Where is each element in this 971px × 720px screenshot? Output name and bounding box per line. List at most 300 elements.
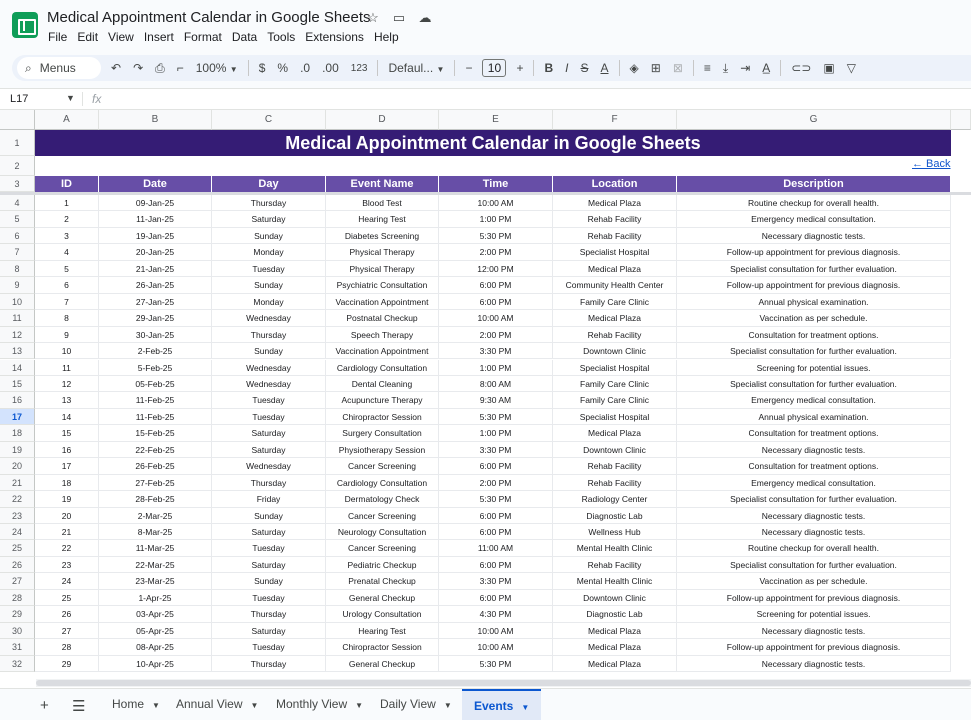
chevron-down-icon[interactable]: ▼: [443, 701, 452, 710]
table-cell[interactable]: 2:00 PM: [439, 327, 553, 343]
table-cell[interactable]: Medical Plaza: [553, 639, 677, 655]
table-cell[interactable]: Medical Plaza: [553, 656, 677, 672]
table-cell[interactable]: Vaccination as per schedule.: [677, 573, 951, 589]
row-header[interactable]: 14: [0, 360, 35, 376]
table-cell[interactable]: General Checkup: [326, 590, 439, 606]
table-cell[interactable]: 2:00 PM: [439, 475, 553, 491]
table-cell[interactable]: 22-Feb-25: [99, 442, 212, 458]
table-cell[interactable]: Tuesday: [212, 639, 326, 655]
table-cell[interactable]: Prenatal Checkup: [326, 573, 439, 589]
menus-search[interactable]: [17, 57, 101, 79]
table-cell[interactable]: 19-Jan-25: [99, 228, 212, 244]
table-cell[interactable]: 29: [35, 656, 99, 672]
table-cell[interactable]: Diagnostic Lab: [553, 606, 677, 622]
table-cell[interactable]: 26-Feb-25: [99, 458, 212, 474]
row-header[interactable]: 7: [0, 244, 35, 260]
chevron-down-icon[interactable]: ▼: [152, 701, 160, 710]
table-cell[interactable]: 1:00 PM: [439, 211, 553, 227]
table-cell[interactable]: Thursday: [212, 606, 326, 622]
row-header[interactable]: 17: [0, 409, 35, 425]
table-cell[interactable]: 21-Jan-25: [99, 261, 212, 277]
table-cell[interactable]: Diabetes Screening: [326, 228, 439, 244]
table-cell[interactable]: 10: [35, 343, 99, 359]
table-cell[interactable]: Specialist Hospital: [553, 244, 677, 260]
table-cell[interactable]: Speech Therapy: [326, 327, 439, 343]
table-cell[interactable]: Thursday: [212, 327, 326, 343]
font-size-increase-button[interactable]: +: [516, 61, 524, 75]
table-cell[interactable]: Sunday: [212, 277, 326, 293]
table-cell[interactable]: 20: [35, 508, 99, 524]
table-cell[interactable]: Rehab Facility: [553, 557, 677, 573]
text-wrap-icon[interactable]: ⇥: [740, 61, 751, 75]
table-cell[interactable]: 27-Feb-25: [99, 475, 212, 491]
row-header[interactable]: 3: [0, 176, 35, 192]
row-header[interactable]: 6: [0, 228, 35, 244]
table-cell[interactable]: Rehab Facility: [553, 475, 677, 491]
table-cell[interactable]: Wednesday: [212, 458, 326, 474]
table-cell[interactable]: 11-Mar-25: [99, 540, 212, 556]
table-cell[interactable]: Physical Therapy: [326, 261, 439, 277]
table-cell[interactable]: Follow-up appointment for previous diagnosis.: [677, 277, 951, 293]
align-icon[interactable]: ≡: [703, 61, 711, 75]
table-cell[interactable]: Necessary diagnostic tests.: [677, 656, 951, 672]
table-cell[interactable]: 6:00 PM: [439, 277, 553, 293]
table-cell[interactable]: Rehab Facility: [553, 327, 677, 343]
row-header[interactable]: 9: [0, 277, 35, 293]
chevron-down-icon[interactable]: ▼: [250, 701, 259, 710]
table-cell[interactable]: 10:00 AM: [439, 623, 553, 639]
table-cell[interactable]: Community Health Center: [553, 277, 677, 293]
sheet-tab-daily-view[interactable]: [368, 689, 464, 720]
row-header[interactable]: 10: [0, 294, 35, 310]
row-header[interactable]: 12: [0, 327, 35, 343]
row-header[interactable]: 19: [0, 442, 35, 458]
table-header-date[interactable]: Date: [99, 176, 212, 192]
table-cell[interactable]: Specialist Hospital: [553, 409, 677, 425]
increase-decimal-button[interactable]: .00: [322, 61, 339, 75]
row-header[interactable]: 32: [0, 656, 35, 672]
table-cell[interactable]: 24: [35, 573, 99, 589]
table-cell[interactable]: Rehab Facility: [553, 228, 677, 244]
table-cell[interactable]: 05-Feb-25: [99, 376, 212, 392]
italic-icon[interactable]: I: [565, 61, 569, 75]
table-cell[interactable]: Wednesday: [212, 310, 326, 326]
table-cell[interactable]: Saturday: [212, 557, 326, 573]
row-header[interactable]: 11: [0, 310, 35, 326]
filter-icon[interactable]: ▽: [846, 61, 856, 75]
table-cell[interactable]: 8:00 AM: [439, 376, 553, 392]
table-cell[interactable]: 1:00 PM: [439, 425, 553, 441]
table-cell[interactable]: Wednesday: [212, 360, 326, 376]
table-cell[interactable]: 05-Apr-25: [99, 623, 212, 639]
table-cell[interactable]: 28: [35, 639, 99, 655]
table-cell[interactable]: 23: [35, 557, 99, 573]
table-cell[interactable]: 13: [35, 392, 99, 408]
row-header[interactable]: 5: [0, 211, 35, 227]
table-cell[interactable]: Consultation for treatment options.: [677, 327, 951, 343]
menu-tools[interactable]: Tools: [267, 30, 296, 44]
table-cell[interactable]: Cardiology Consultation: [326, 360, 439, 376]
table-cell[interactable]: 7: [35, 294, 99, 310]
row-header[interactable]: 28: [0, 590, 35, 606]
row-header[interactable]: 30: [0, 623, 35, 639]
table-cell[interactable]: 17: [35, 458, 99, 474]
bold-icon[interactable]: B: [544, 61, 554, 75]
table-cell[interactable]: 6:00 PM: [439, 458, 553, 474]
font-select[interactable]: [382, 61, 450, 75]
table-cell[interactable]: Sunday: [212, 508, 326, 524]
menu-extensions[interactable]: Extensions: [305, 30, 364, 44]
table-cell[interactable]: Medical Plaza: [553, 195, 677, 211]
valign-icon[interactable]: ⤓: [722, 60, 729, 75]
table-cell[interactable]: Specialist consultation for further evaluation.: [677, 557, 951, 573]
table-cell[interactable]: Necessary diagnostic tests.: [677, 228, 951, 244]
table-cell[interactable]: Saturday: [212, 442, 326, 458]
table-cell[interactable]: 3: [35, 228, 99, 244]
decrease-decimal-button[interactable]: .0: [300, 61, 311, 75]
number-format-button[interactable]: 123: [350, 62, 368, 74]
table-cell[interactable]: Mental Health Clinic: [553, 540, 677, 556]
table-cell[interactable]: Postnatal Checkup: [326, 310, 439, 326]
table-cell[interactable]: 2-Mar-25: [99, 508, 212, 524]
select-all-corner[interactable]: [0, 110, 35, 130]
table-cell[interactable]: Cardiology Consultation: [326, 475, 439, 491]
print-icon[interactable]: ⎙: [155, 60, 165, 75]
table-cell[interactable]: 21: [35, 524, 99, 540]
table-cell[interactable]: 25: [35, 590, 99, 606]
table-cell[interactable]: Screening for potential issues.: [677, 360, 951, 376]
table-cell[interactable]: 22-Mar-25: [99, 557, 212, 573]
table-cell[interactable]: 08-Apr-25: [99, 639, 212, 655]
text-color-icon[interactable]: A: [600, 61, 609, 75]
table-cell[interactable]: 10:00 AM: [439, 195, 553, 211]
sheet-title-banner[interactable]: Medical Appointment Calendar in Google Sheets: [35, 130, 951, 156]
table-cell[interactable]: Vaccination as per schedule.: [677, 310, 951, 326]
column-header-b[interactable]: B: [99, 110, 212, 130]
table-cell[interactable]: 9: [35, 327, 99, 343]
table-cell[interactable]: Follow-up appointment for previous diagnosis.: [677, 590, 951, 606]
table-cell[interactable]: Follow-up appointment for previous diagnosis.: [677, 244, 951, 260]
table-cell[interactable]: Necessary diagnostic tests.: [677, 508, 951, 524]
table-cell[interactable]: Pediatric Checkup: [326, 557, 439, 573]
table-cell[interactable]: 29-Jan-25: [99, 310, 212, 326]
table-cell[interactable]: 28-Feb-25: [99, 491, 212, 507]
table-cell[interactable]: Thursday: [212, 195, 326, 211]
row-header[interactable]: 4: [0, 195, 35, 211]
table-cell[interactable]: Chiropractor Session: [326, 409, 439, 425]
menu-view[interactable]: View: [108, 30, 134, 44]
row-header[interactable]: 2: [0, 156, 35, 176]
table-cell[interactable]: Annual physical examination.: [677, 409, 951, 425]
add-sheet-icon[interactable]: +: [40, 697, 49, 714]
row-header[interactable]: 1: [0, 130, 35, 156]
table-cell[interactable]: Tuesday: [212, 261, 326, 277]
link-icon[interactable]: ⊂⊃: [791, 61, 812, 75]
strikethrough-icon[interactable]: S: [580, 61, 589, 75]
table-cell[interactable]: Mental Health Clinic: [553, 573, 677, 589]
table-cell[interactable]: Tuesday: [212, 540, 326, 556]
table-cell[interactable]: 6:00 PM: [439, 508, 553, 524]
table-cell[interactable]: 09-Jan-25: [99, 195, 212, 211]
table-cell[interactable]: Acupuncture Therapy: [326, 392, 439, 408]
sheets-logo-icon[interactable]: [12, 12, 38, 38]
table-cell[interactable]: Chiropractor Session: [326, 639, 439, 655]
table-cell[interactable]: 3:30 PM: [439, 343, 553, 359]
table-cell[interactable]: Neurology Consultation: [326, 524, 439, 540]
table-cell[interactable]: Specialist consultation for further evaluation.: [677, 343, 951, 359]
table-cell[interactable]: 27-Jan-25: [99, 294, 212, 310]
table-cell[interactable]: 5-Feb-25: [99, 360, 212, 376]
row-header[interactable]: 15: [0, 376, 35, 392]
row-header[interactable]: 25: [0, 540, 35, 556]
name-box[interactable]: [10, 93, 75, 105]
table-cell[interactable]: Cancer Screening: [326, 458, 439, 474]
table-cell[interactable]: Specialist consultation for further evaluation.: [677, 261, 951, 277]
table-cell[interactable]: 03-Apr-25: [99, 606, 212, 622]
table-cell[interactable]: 11: [35, 360, 99, 376]
table-cell[interactable]: 20-Jan-25: [99, 244, 212, 260]
document-title[interactable]: Medical Appointment Calendar in Google Sheets: [47, 9, 371, 26]
all-sheets-icon[interactable]: ☰: [72, 698, 86, 715]
table-cell[interactable]: 8: [35, 310, 99, 326]
row-header[interactable]: 23: [0, 508, 35, 524]
table-cell[interactable]: 1-Apr-25: [99, 590, 212, 606]
table-cell[interactable]: Urology Consultation: [326, 606, 439, 622]
sheet-tab-events[interactable]: [462, 689, 541, 720]
table-cell[interactable]: Emergency medical consultation.: [677, 475, 951, 491]
table-cell[interactable]: Psychiatric Consultation: [326, 277, 439, 293]
table-cell[interactable]: 12:00 PM: [439, 261, 553, 277]
text-rotate-icon[interactable]: A̲: [762, 61, 771, 75]
menu-format[interactable]: Format: [183, 30, 222, 44]
table-cell[interactable]: 10:00 AM: [439, 310, 553, 326]
table-cell[interactable]: Surgery Consultation: [326, 425, 439, 441]
fill-color-icon[interactable]: ◈: [629, 61, 639, 75]
table-cell[interactable]: 6:00 PM: [439, 590, 553, 606]
table-cell[interactable]: 10:00 AM: [439, 639, 553, 655]
table-cell[interactable]: 4:30 PM: [439, 606, 553, 622]
table-cell[interactable]: Saturday: [212, 211, 326, 227]
table-cell[interactable]: Wednesday: [212, 376, 326, 392]
table-cell[interactable]: Dermatology Check: [326, 491, 439, 507]
borders-icon[interactable]: ⊞: [650, 61, 661, 75]
column-header-d[interactable]: D: [326, 110, 439, 130]
table-cell[interactable]: Annual physical examination.: [677, 294, 951, 310]
table-cell[interactable]: Physical Therapy: [326, 244, 439, 260]
back-link[interactable]: ← Back: [912, 158, 951, 170]
table-cell[interactable]: 2-Feb-25: [99, 343, 212, 359]
table-cell[interactable]: Specialist consultation for further evaluation.: [677, 376, 951, 392]
table-cell[interactable]: Sunday: [212, 573, 326, 589]
table-cell[interactable]: 1:00 PM: [439, 360, 553, 376]
cloud-status-icon[interactable]: ☁: [418, 10, 432, 25]
table-cell[interactable]: 2:00 PM: [439, 244, 553, 260]
zoom-select[interactable]: [190, 61, 244, 75]
menu-help[interactable]: Help: [373, 30, 399, 44]
table-cell[interactable]: Routine checkup for overall health.: [677, 195, 951, 211]
chevron-down-icon[interactable]: ▼: [355, 701, 364, 710]
column-header-f[interactable]: F: [553, 110, 677, 130]
table-cell[interactable]: Downtown Clinic: [553, 343, 677, 359]
table-cell[interactable]: Specialist Hospital: [553, 360, 677, 376]
star-icon[interactable]: ☆: [367, 10, 379, 25]
table-cell[interactable]: Hearing Test: [326, 211, 439, 227]
menu-file[interactable]: File: [48, 30, 68, 44]
spreadsheet-grid[interactable]: [0, 110, 971, 688]
table-cell[interactable]: 16: [35, 442, 99, 458]
table-cell[interactable]: Sunday: [212, 228, 326, 244]
table-cell[interactable]: 6:00 PM: [439, 524, 553, 540]
table-cell[interactable]: Saturday: [212, 524, 326, 540]
column-header-a[interactable]: A: [35, 110, 99, 130]
row-header[interactable]: 22: [0, 491, 35, 507]
menu-edit[interactable]: Edit: [77, 30, 99, 44]
row-header[interactable]: 13: [0, 343, 35, 359]
table-cell[interactable]: 1: [35, 195, 99, 211]
sheet-tab-monthly-view[interactable]: [264, 689, 375, 720]
horizontal-scrollbar[interactable]: [36, 679, 971, 687]
chevron-down-icon[interactable]: ▼: [521, 703, 530, 712]
table-cell[interactable]: 11-Feb-25: [99, 409, 212, 425]
move-folder-icon[interactable]: ▭: [392, 10, 406, 25]
table-cell[interactable]: Cancer Screening: [326, 508, 439, 524]
table-cell[interactable]: Saturday: [212, 425, 326, 441]
table-cell[interactable]: 26-Jan-25: [99, 277, 212, 293]
menu-data[interactable]: Data: [231, 30, 258, 44]
table-cell[interactable]: Rehab Facility: [553, 211, 677, 227]
table-cell[interactable]: 6:00 PM: [439, 294, 553, 310]
column-header-g[interactable]: G: [677, 110, 951, 130]
table-cell[interactable]: 30-Jan-25: [99, 327, 212, 343]
row-header[interactable]: 18: [0, 425, 35, 441]
table-cell[interactable]: General Checkup: [326, 656, 439, 672]
table-cell[interactable]: 6:00 PM: [439, 557, 553, 573]
table-cell[interactable]: Consultation for treatment options.: [677, 458, 951, 474]
table-cell[interactable]: 9:30 AM: [439, 392, 553, 408]
table-cell[interactable]: 5:30 PM: [439, 409, 553, 425]
table-cell[interactable]: Downtown Clinic: [553, 442, 677, 458]
table-cell[interactable]: Saturday: [212, 623, 326, 639]
table-cell[interactable]: Monday: [212, 244, 326, 260]
table-cell[interactable]: Specialist consultation for further evaluation.: [677, 491, 951, 507]
paint-format-icon[interactable]: ⌐: [176, 61, 184, 75]
undo-icon[interactable]: ↶: [111, 61, 122, 75]
table-cell[interactable]: Hearing Test: [326, 623, 439, 639]
table-cell[interactable]: 3:30 PM: [439, 573, 553, 589]
table-cell[interactable]: Diagnostic Lab: [553, 508, 677, 524]
menu-insert[interactable]: Insert: [143, 30, 174, 44]
table-header-location[interactable]: Location: [553, 176, 677, 192]
table-cell[interactable]: Tuesday: [212, 392, 326, 408]
table-cell[interactable]: Thursday: [212, 475, 326, 491]
merge-icon[interactable]: ⊠: [672, 61, 683, 75]
row-header[interactable]: 20: [0, 458, 35, 474]
table-cell[interactable]: 3:30 PM: [439, 442, 553, 458]
table-cell[interactable]: Screening for potential issues.: [677, 606, 951, 622]
table-cell[interactable]: Vaccination Appointment: [326, 343, 439, 359]
table-cell[interactable]: Family Care Clinic: [553, 392, 677, 408]
table-cell[interactable]: 8-Mar-25: [99, 524, 212, 540]
table-cell[interactable]: Dental Cleaning: [326, 376, 439, 392]
row-header[interactable]: 26: [0, 557, 35, 573]
comment-icon[interactable]: ▣: [823, 61, 835, 75]
table-cell[interactable]: Tuesday: [212, 409, 326, 425]
column-header-c[interactable]: C: [212, 110, 326, 130]
table-header-event-name[interactable]: Event Name: [326, 176, 439, 192]
table-cell[interactable]: Rehab Facility: [553, 458, 677, 474]
table-cell[interactable]: Cancer Screening: [326, 540, 439, 556]
table-cell[interactable]: 5:30 PM: [439, 228, 553, 244]
table-cell[interactable]: 11-Jan-25: [99, 211, 212, 227]
table-header-day[interactable]: Day: [212, 176, 326, 192]
table-header-time[interactable]: Time: [439, 176, 553, 192]
table-cell[interactable]: 18: [35, 475, 99, 491]
row-header[interactable]: 8: [0, 261, 35, 277]
font-size-input[interactable]: 10: [482, 59, 506, 77]
currency-button[interactable]: $: [258, 61, 266, 75]
table-cell[interactable]: Sunday: [212, 343, 326, 359]
table-cell[interactable]: 12: [35, 376, 99, 392]
table-cell[interactable]: Necessary diagnostic tests.: [677, 524, 951, 540]
table-cell[interactable]: Wellness Hub: [553, 524, 677, 540]
table-cell[interactable]: 26: [35, 606, 99, 622]
table-cell[interactable]: Family Care Clinic: [553, 294, 677, 310]
table-cell[interactable]: 14: [35, 409, 99, 425]
table-cell[interactable]: 15-Feb-25: [99, 425, 212, 441]
table-cell[interactable]: 23-Mar-25: [99, 573, 212, 589]
table-cell[interactable]: Medical Plaza: [553, 623, 677, 639]
table-cell[interactable]: Family Care Clinic: [553, 376, 677, 392]
table-cell[interactable]: Medical Plaza: [553, 310, 677, 326]
row-header[interactable]: 16: [0, 392, 35, 408]
row-header[interactable]: 31: [0, 639, 35, 655]
table-cell[interactable]: Friday: [212, 491, 326, 507]
table-cell[interactable]: Consultation for treatment options.: [677, 425, 951, 441]
column-header-e[interactable]: E: [439, 110, 553, 130]
table-cell[interactable]: 2: [35, 211, 99, 227]
row-header[interactable]: 21: [0, 475, 35, 491]
scrollbar-thumb[interactable]: [36, 680, 971, 686]
row-header[interactable]: 24: [0, 524, 35, 540]
table-cell[interactable]: 22: [35, 540, 99, 556]
table-cell[interactable]: 11-Feb-25: [99, 392, 212, 408]
table-cell[interactable]: Radiology Center: [553, 491, 677, 507]
table-cell[interactable]: Physiotherapy Session: [326, 442, 439, 458]
table-cell[interactable]: Medical Plaza: [553, 261, 677, 277]
table-cell[interactable]: Medical Plaza: [553, 425, 677, 441]
table-cell[interactable]: Necessary diagnostic tests.: [677, 623, 951, 639]
table-cell[interactable]: 5:30 PM: [439, 656, 553, 672]
table-cell[interactable]: 5: [35, 261, 99, 277]
table-cell[interactable]: Routine checkup for overall health.: [677, 540, 951, 556]
font-size-decrease-button[interactable]: −: [465, 61, 473, 75]
table-header-description[interactable]: Description: [677, 176, 951, 192]
table-cell[interactable]: 19: [35, 491, 99, 507]
table-cell[interactable]: Monday: [212, 294, 326, 310]
sheet-tab-annual-view[interactable]: [164, 689, 270, 720]
row-header[interactable]: 29: [0, 606, 35, 622]
sheet-tab-home[interactable]: [100, 689, 172, 720]
table-cell[interactable]: Necessary diagnostic tests.: [677, 442, 951, 458]
table-cell[interactable]: Blood Test: [326, 195, 439, 211]
table-cell[interactable]: 4: [35, 244, 99, 260]
table-cell[interactable]: Emergency medical consultation.: [677, 211, 951, 227]
table-cell[interactable]: Emergency medical consultation.: [677, 392, 951, 408]
table-cell[interactable]: Tuesday: [212, 590, 326, 606]
table-cell[interactable]: Follow-up appointment for previous diagnosis.: [677, 639, 951, 655]
table-cell[interactable]: Thursday: [212, 656, 326, 672]
table-cell[interactable]: Downtown Clinic: [553, 590, 677, 606]
